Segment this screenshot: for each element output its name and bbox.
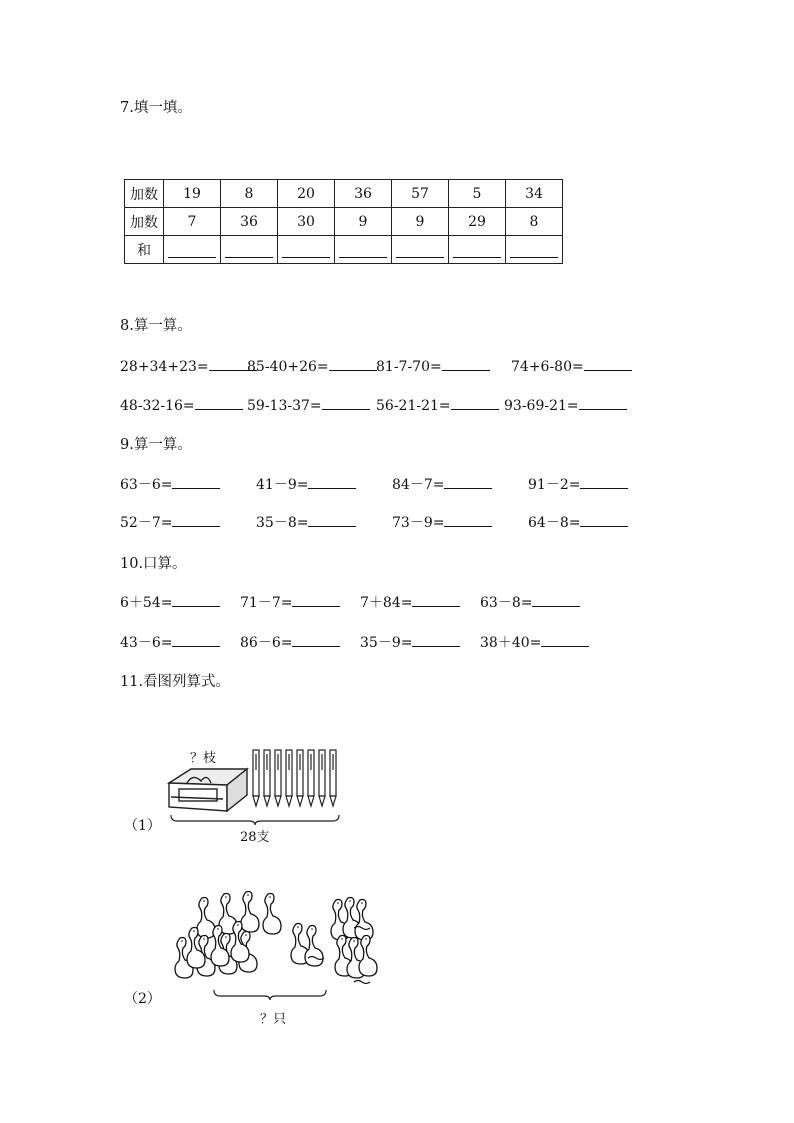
row-header-addend1: 加数 — [125, 180, 164, 208]
equation — [120, 512, 220, 532]
answer-blank[interactable] — [412, 632, 460, 647]
equation-text: 63－8= — [480, 595, 533, 611]
answer-blank[interactable] — [172, 592, 220, 607]
table-cell: 29 — [449, 208, 506, 236]
table-cell: 19 — [164, 180, 221, 208]
equation-text: 35－8= — [256, 515, 309, 531]
equation-text: 6＋54= — [120, 595, 173, 611]
addition-table — [124, 179, 563, 264]
table-cell: 20 — [278, 180, 335, 208]
equation — [392, 512, 492, 532]
equation — [480, 592, 580, 612]
table-row-addend1 — [125, 180, 563, 208]
equation — [511, 356, 632, 375]
equation-text: 48-32-16= — [120, 398, 195, 414]
figure-2-unknown-label: ？只 — [260, 1012, 287, 1027]
total-brace-icon — [171, 815, 339, 825]
equation — [376, 395, 499, 414]
table-cell: 7 — [164, 208, 221, 236]
equation-text: 84－7= — [392, 477, 445, 493]
answer-blank[interactable] — [329, 356, 377, 371]
q7-title: 7.填一填。 — [120, 100, 192, 116]
q10-title: 10.口算。 — [120, 556, 187, 572]
table-cell: 8 — [221, 180, 278, 208]
equation — [480, 632, 589, 652]
goose-group-right-icon — [291, 898, 377, 979]
equation-text: 64－8= — [528, 515, 581, 531]
row-header-sum: 和 — [125, 236, 164, 264]
sum-answer-cell[interactable] — [392, 236, 449, 264]
equation — [504, 395, 627, 414]
answer-blank[interactable] — [172, 512, 220, 527]
equation — [240, 592, 340, 612]
sum-answer-cell[interactable] — [449, 236, 506, 264]
answer-blank[interactable] — [195, 395, 243, 410]
answer-blank[interactable] — [292, 632, 340, 647]
answer-blank[interactable] — [282, 243, 330, 258]
equation-text: 63－6= — [120, 477, 173, 493]
answer-blank[interactable] — [510, 243, 558, 258]
pencil-box-figure — [165, 745, 345, 827]
equation — [256, 474, 356, 494]
equation-text: 38＋40= — [480, 635, 542, 651]
equation — [392, 474, 492, 494]
figure-1-total-label: 28支 — [240, 830, 270, 845]
answer-blank[interactable] — [322, 395, 370, 410]
answer-blank[interactable] — [444, 474, 492, 489]
total-brace-icon — [214, 990, 326, 1000]
answer-blank[interactable] — [541, 632, 589, 647]
equation-text: 74+6-80= — [511, 359, 584, 375]
table-cell: 57 — [392, 180, 449, 208]
answer-blank[interactable] — [172, 632, 220, 647]
answer-blank[interactable] — [444, 512, 492, 527]
answer-blank[interactable] — [442, 356, 490, 371]
equation-text: 7＋84= — [360, 595, 413, 611]
table-cell: 9 — [335, 208, 392, 236]
equation-text: 35－9= — [360, 635, 413, 651]
geese-figure — [168, 890, 383, 1010]
equation — [256, 512, 356, 532]
equation — [120, 356, 257, 375]
equation-text: 85-40+26= — [247, 359, 329, 375]
equation-text: 59-13-37= — [247, 398, 322, 414]
equation-text: 93-69-21= — [504, 398, 579, 414]
answer-blank[interactable] — [292, 592, 340, 607]
equation-text: 71－7= — [240, 595, 293, 611]
equation — [376, 356, 490, 375]
equation-text: 43－6= — [120, 635, 173, 651]
pencils-icon — [253, 750, 336, 806]
equation-text: 41－9= — [256, 477, 309, 493]
answer-blank[interactable] — [168, 243, 216, 258]
pencil-box-icon — [169, 769, 247, 811]
equation — [247, 395, 370, 414]
answer-blank[interactable] — [453, 243, 501, 258]
equation — [247, 356, 377, 375]
equation — [528, 512, 628, 532]
table-cell: 30 — [278, 208, 335, 236]
equation-text: 52－7= — [120, 515, 173, 531]
answer-blank[interactable] — [412, 592, 460, 607]
row-header-addend2: 加数 — [125, 208, 164, 236]
answer-blank[interactable] — [451, 395, 499, 410]
equation-text: 28+34+23= — [120, 359, 209, 375]
equation — [360, 632, 460, 652]
figure-1-label: （1） — [124, 818, 161, 834]
equation-text: 91－2= — [528, 477, 581, 493]
equation — [240, 632, 340, 652]
table-cell: 8 — [506, 208, 563, 236]
answer-blank[interactable] — [532, 592, 580, 607]
q8-title: 8.算一算。 — [120, 318, 192, 334]
equation-text: 73－9= — [392, 515, 445, 531]
equation-text: 86－6= — [240, 635, 293, 651]
answer-blank[interactable] — [584, 356, 632, 371]
answer-blank[interactable] — [172, 474, 220, 489]
table-row-sum — [125, 236, 563, 264]
answer-blank[interactable] — [580, 512, 628, 527]
answer-blank[interactable] — [579, 395, 627, 410]
table-cell: 34 — [506, 180, 563, 208]
answer-blank[interactable] — [308, 474, 356, 489]
sum-answer-cell[interactable] — [506, 236, 563, 264]
equation — [120, 592, 220, 612]
sum-answer-cell[interactable] — [221, 236, 278, 264]
sum-answer-cell[interactable] — [335, 236, 392, 264]
equation — [120, 632, 220, 652]
table-row-addend2 — [125, 208, 563, 236]
answer-blank[interactable] — [225, 243, 273, 258]
figure-2-label: （2） — [124, 991, 161, 1007]
equation-text: 81-7-70= — [376, 359, 442, 375]
q9-title: 9.算一算。 — [120, 437, 192, 453]
sum-answer-cell[interactable] — [164, 236, 221, 264]
equation-text: 56-21-21= — [376, 398, 451, 414]
answer-blank[interactable] — [339, 243, 387, 258]
equation — [528, 474, 628, 494]
figure-1-unknown-label: ？枝 — [190, 751, 217, 766]
table-cell: 9 — [392, 208, 449, 236]
equation — [360, 592, 460, 612]
answer-blank[interactable] — [580, 474, 628, 489]
equation — [120, 395, 243, 414]
table-cell: 36 — [335, 180, 392, 208]
answer-blank[interactable] — [308, 512, 356, 527]
sum-answer-cell[interactable] — [278, 236, 335, 264]
answer-blank[interactable] — [396, 243, 444, 258]
equation — [120, 474, 220, 494]
table-cell: 36 — [221, 208, 278, 236]
goose-group-left-icon — [175, 892, 281, 979]
q11-title: 11.看图列算式。 — [120, 674, 231, 690]
table-cell: 5 — [449, 180, 506, 208]
